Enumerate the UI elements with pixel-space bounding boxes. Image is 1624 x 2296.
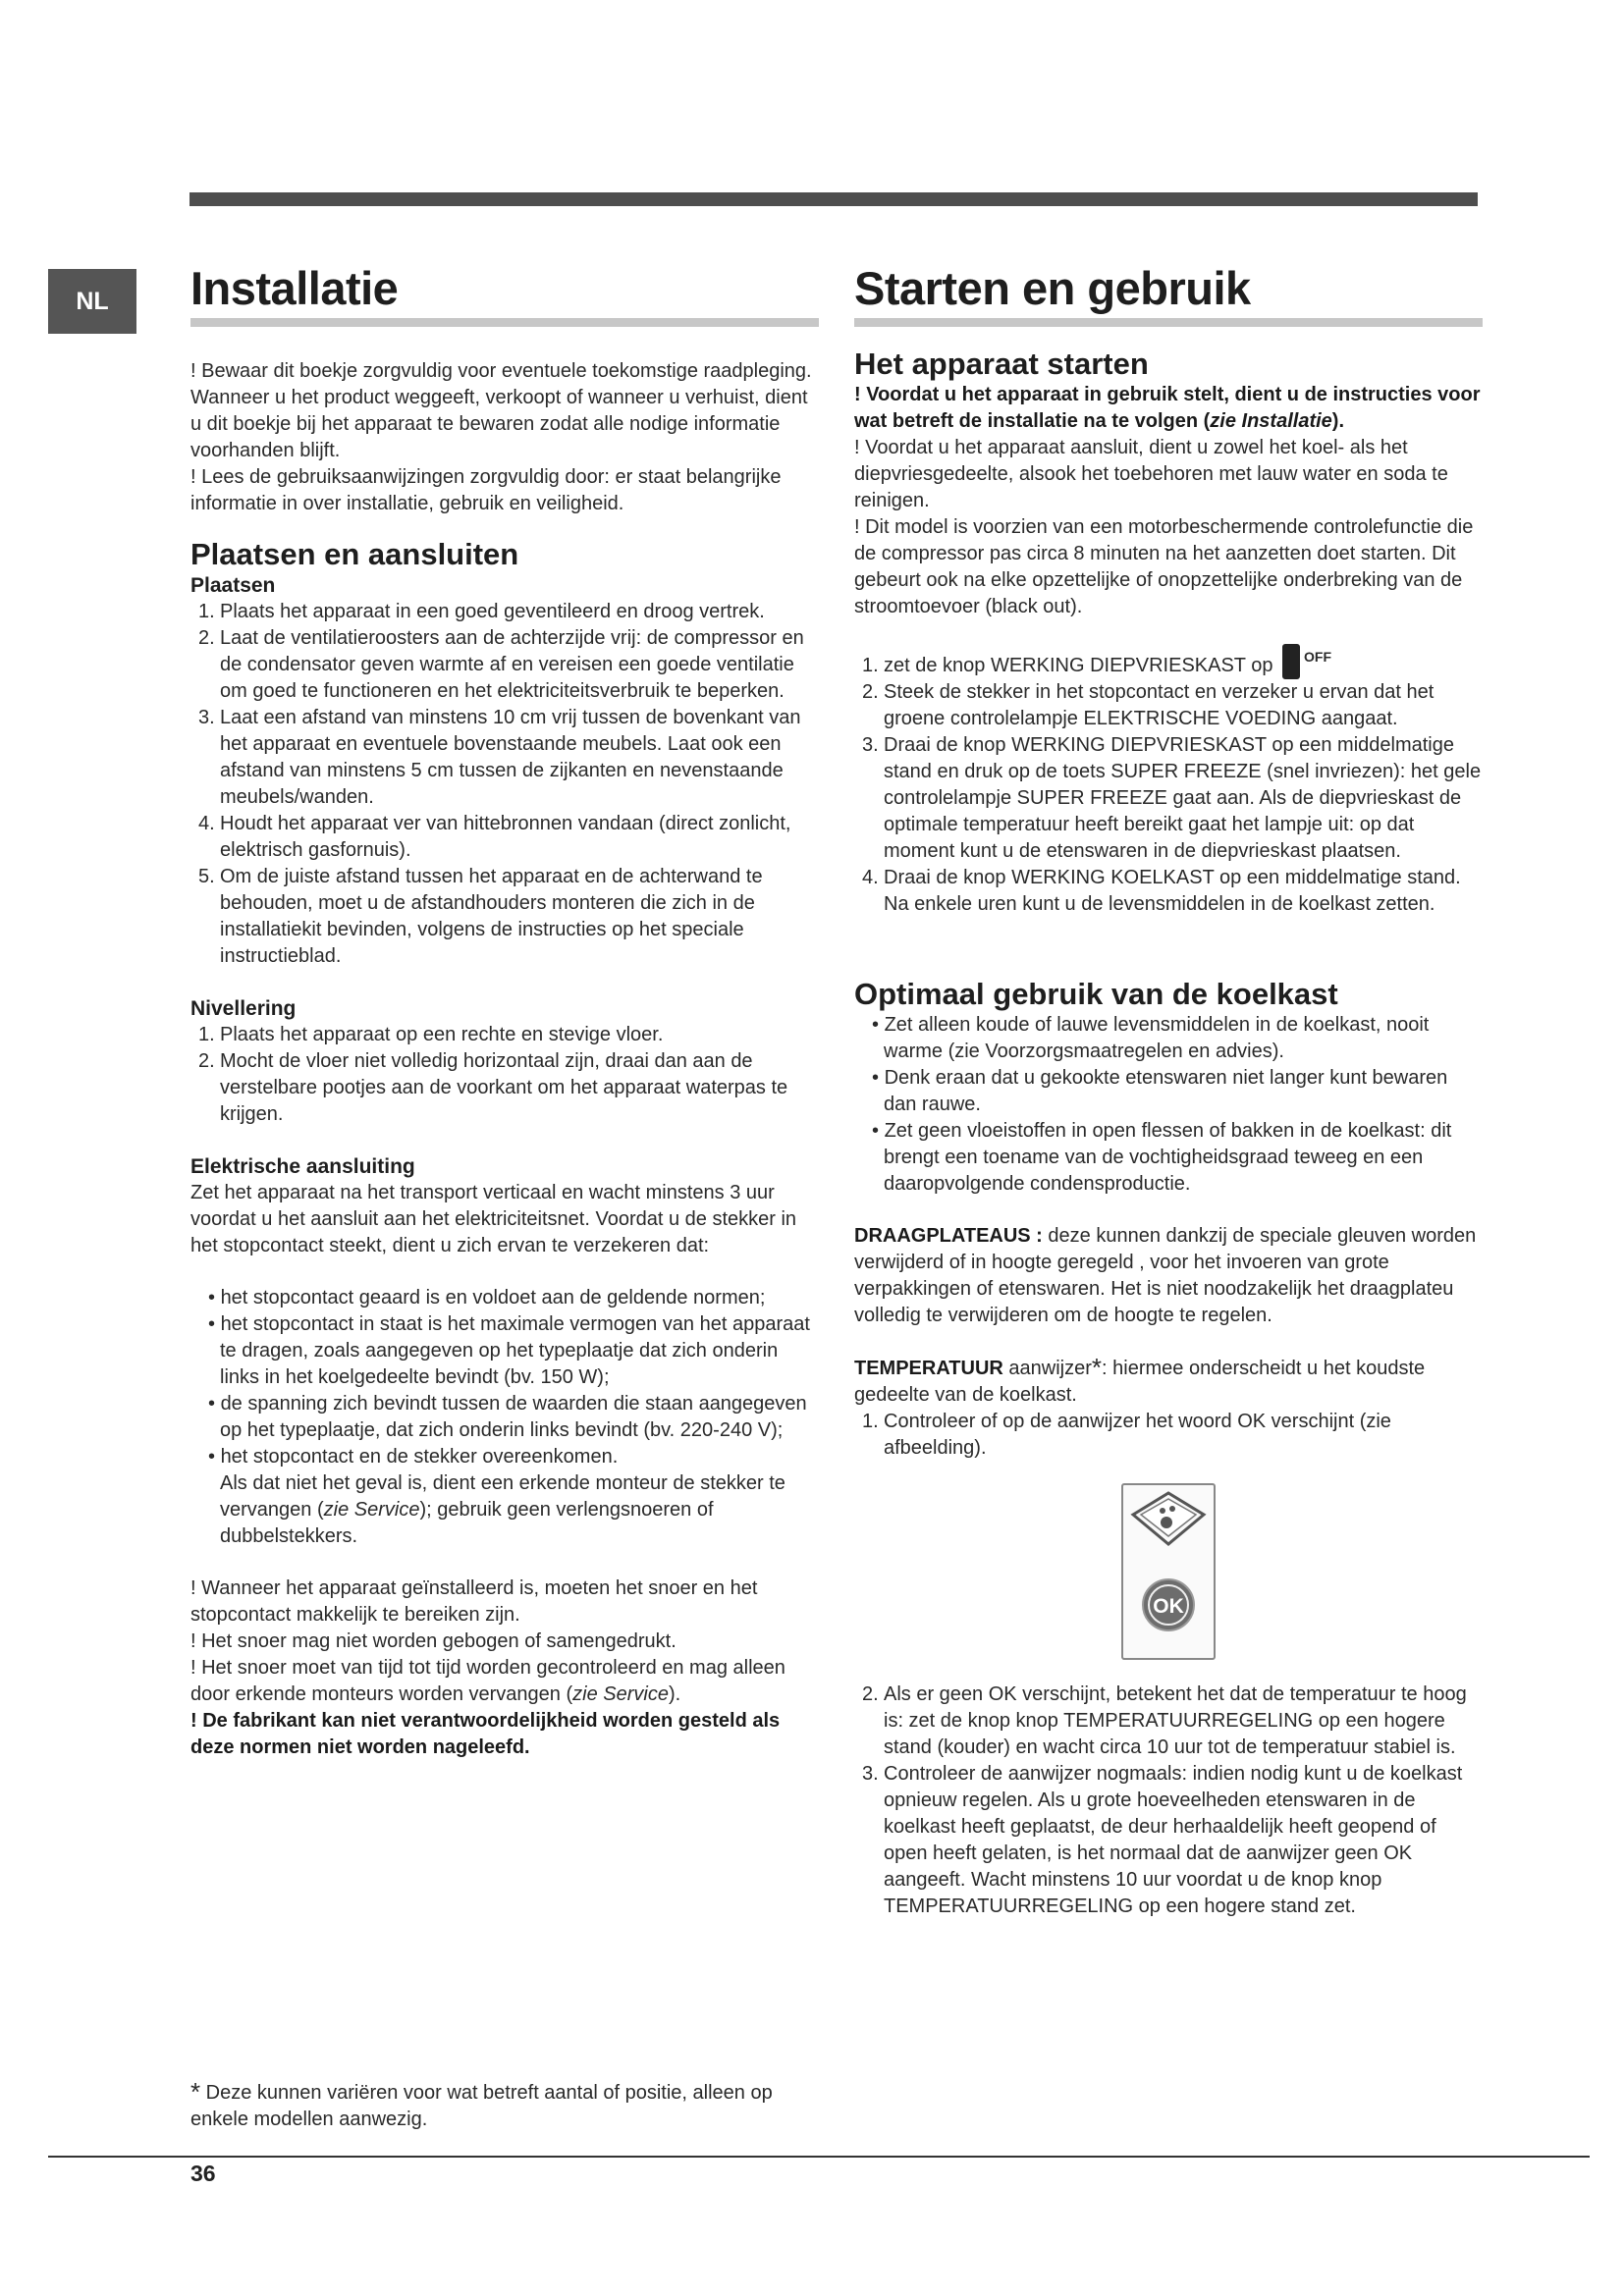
warning: ! Wanneer het apparaat geïnstalleerd is, moeten het snoer en het stopcontact makkelijk te bereiken zijn. xyxy=(190,1576,758,1626)
temperatuur-steps xyxy=(854,1682,1483,1920)
heading-apparaat-starten: Het apparaat starten xyxy=(854,346,1149,381)
elektrisch-extra: Als dat niet het geval is, dient een erkende monteur de stekker te vervangen (zie Service); gebruik geen verlengsnoeren of dubbelstekkers. xyxy=(220,1471,785,1547)
optimaal-bullets xyxy=(854,1012,1483,1198)
list-item: 3. Laat een afstand van minstens 10 cm vrij tussen de bovenkant van het apparaat en eventuele bovenstaande meubels. Laat ook een afstand van minstens 5 cm tussen de zijkanten en nevenstaande meubels/wanden. xyxy=(198,706,801,808)
language-tab xyxy=(48,269,136,334)
section-title-installatie: Installatie xyxy=(190,262,399,314)
list-item: 2. Mocht de vloer niet volledig horizontaal zijn, draai dan aan de verstelbare pootjes aan de voorkant om het apparaat waterpas te krijgen. xyxy=(198,1049,788,1125)
page-number: 36 xyxy=(190,2161,216,2186)
plaatsen-list xyxy=(190,599,819,970)
section-title-starten: Starten en gebruik xyxy=(854,262,1251,314)
list-item: 1. Controleer of op de aanwijzer het woord OK verschijnt (zie afbeelding). xyxy=(862,1410,1391,1459)
list-item: 2. Als er geen OK verschijnt, betekent het dat de temperatuur te hoog is: zet de knop knop TEMPERATUURREGELING op een hogere stand (kouder) en wacht circa 10 uur tot de temperatuur stabiel is. xyxy=(862,1682,1467,1758)
right-column xyxy=(854,263,1483,1920)
plaatsen-section xyxy=(190,537,819,970)
temperatuur-step1 xyxy=(854,1409,1483,1462)
starten-paragraph: ! Dit model is voorzien van een motorbeschermende controlefunctie die de compressor pas circa 8 minuten na het aanzetten doet starten. Dit gebeurt ook na elke opzettelijke of onopzettelijke onderbreking van de stroomtoevoer (black out). xyxy=(854,515,1474,617)
language-label: NL xyxy=(76,287,109,315)
off-label: OFF xyxy=(1304,648,1332,665)
nivellering-section xyxy=(190,995,819,1128)
subheading-nivellering: Nivellering xyxy=(190,996,297,1020)
left-column xyxy=(190,263,819,1761)
elektrisch-section xyxy=(190,1153,819,1550)
starten-bold-note: ! Voordat u het apparaat in gebruik stelt, dient u de instructies voor wat betreft de installatie na te volgen (zie Installatie). xyxy=(854,383,1481,432)
list-item: 2. Steek de stekker in het stopcontact en verzeker u ervan dat het groene controlelampje ELEKTRISCHE VOEDING aangaat. xyxy=(862,680,1435,729)
temperature-indicator-figure xyxy=(1121,1483,1216,1660)
warning: ! Het snoer mag niet worden gebogen of samengedrukt. xyxy=(190,1629,677,1652)
draagplateaus-paragraph: DRAAGPLATEAUS : deze kunnen dankzij de speciale gleuven worden verwijderd of in hoogte geregeld , voor het invoeren van grote verpakkingen of etenswaren. Het is niet noodzakelijk het draagplateu volledig te verwijderen om de hoogte te regelen. xyxy=(854,1224,1477,1326)
starten-section xyxy=(854,347,1483,918)
elektrisch-bullets xyxy=(190,1285,819,1470)
warning: ! Het snoer moet van tijd tot tijd worden gecontroleerd en mag alleen door erkende monteurs worden vervangen (zie Service). xyxy=(190,1656,785,1705)
intro-paragraph: ! Lees de gebruiksaanwijzingen zorgvuldig door: er staat belangrijke informatie in over installatie, gebruik en veiligheid. xyxy=(190,465,782,514)
elektrisch-intro: Zet het apparaat na het transport verticaal en wacht minstens 3 uur voordat u het aansluit aan het elektriciteitsnet. Voordat u de stekker in het stopcontact steekt, dient u zich ervan te verzekeren dat: xyxy=(190,1181,797,1256)
intro-paragraph: ! Bewaar dit boekje zorgvuldig voor eventuele toekomstige raadpleging. Wanneer u het product weggeeft, verkoopt of wanneer u verhuist, dient u dit boekje bij het apparaat te bewaren zodat alle nodige informatie voorhanden blijft. xyxy=(190,359,812,461)
list-item: 3. Draai de knop WERKING DIEPVRIESKAST op een middelmatige stand en druk op de toets SUPER FREEZE (snel invriezen): het gele controlelampje SUPER FREEZE gaat aan. Als de diepvrieskast de optimale temperatuur heeft bereikt gaat het lampje uit: op dat moment kunt u de etenswaren in de diepvrieskast plaatsen. xyxy=(862,733,1482,862)
footer-rule xyxy=(48,2156,1590,2158)
list-item: 1. zet de knop WERKING DIEPVRIESKAST op $^{OFF}$ xyxy=(854,644,1483,679)
intro-block xyxy=(190,358,819,517)
list-item: • Zet geen vloeistoffen in open flessen of bakken in de koelkast: dit brengt een toename van de vochtigheidsgraad teweeg en een daaropvolgende condensproductie. xyxy=(872,1119,1452,1195)
warning-bold: ! De fabrikant kan niet verantwoordelijkheid worden gesteld als deze normen niet worden nageleefd. xyxy=(190,1709,781,1758)
warnings-block xyxy=(190,1575,819,1761)
heading-plaatsen-aansluiten: Plaatsen en aansluiten xyxy=(190,536,519,571)
nivellering-list xyxy=(190,1022,819,1128)
list-item: 1. Plaats het apparaat op een rechte en stevige vloer. xyxy=(198,1023,664,1045)
list-item: 2. Laat de ventilatieroosters aan de achterzijde vrij: de compressor en de condensator geven warmte af en vereisen een goede ventilatie om goed te functioneren en het elektriciteitsverbruik te beperken. xyxy=(198,626,804,702)
ok-label: OK xyxy=(1153,1594,1184,1618)
top-bar xyxy=(189,192,1478,206)
list-item: • Zet alleen koude of lauwe levensmiddelen in de koelkast, nooit warme (zie Voorzorgsmaatregelen en advies). xyxy=(872,1013,1430,1062)
optimaal-section xyxy=(854,977,1483,1198)
list-item: • de spanning zich bevindt tussen de waarden die staan aangegeven op het typeplaatje, dat zich onderin links bevindt (bv. 220-240 V); xyxy=(208,1392,807,1441)
list-item: 4. Houdt het apparaat ver van hittebronnen vandaan (direct zonlicht, elektrisch gasfornuis). xyxy=(198,812,791,861)
footnote: * Deze kunnen variëren voor wat betreft aantal of positie, alleen op enkele modellen aanwezig. xyxy=(190,2077,773,2130)
subheading-plaatsen: Plaatsen xyxy=(190,573,276,597)
subheading-elektrische-aansluiting: Elektrische aansluiting xyxy=(190,1154,415,1178)
section-rule xyxy=(854,318,1483,327)
list-item: 3. Controleer de aanwijzer nogmaals: indien nodig kunt u de koelkast opnieuw regelen. Als u grote hoeveelheden etenswaren in de koelkast heeft geplaatst, de deur herhaaldelijk heeft geopend of open heeft gelaten, is het normaal dat de aanwijzer geen OK aangeeft. Wacht minstens 10 uur voordat u de knop knop TEMPERATUURREGELING op een hogere stand zet. xyxy=(862,1762,1463,1917)
starten-steps xyxy=(854,644,1483,918)
list-item: 5. Om de juiste afstand tussen het apparaat en de achterwand te behouden, moet u de afstandhouders monteren die zich in de installatiekit bevinden, volgens de instructies op het speciale instructieblad. xyxy=(198,865,763,967)
knob-icon xyxy=(1282,644,1300,679)
temperatuur-paragraph: TEMPERATUUR aanwijzer*: hiermee onderscheidt u het koudste gedeelte van de koelkast. xyxy=(854,1352,1426,1406)
section-rule xyxy=(190,318,819,327)
list-item: • het stopcontact geaard is en voldoet aan de geldende normen; xyxy=(208,1286,766,1308)
heading-optimaal-gebruik: Optimaal gebruik van de koelkast xyxy=(854,976,1338,1011)
list-item: 4. Draai de knop WERKING KOELKAST op een middelmatige stand. Na enkele uren kunt u de levensmiddelen in de koelkast zetten. xyxy=(862,866,1461,915)
link-zie-service: zie Service xyxy=(323,1498,420,1521)
starten-paragraph: ! Voordat u het apparaat aansluit, dient u zowel het koel- als het diepvriesgedeelte, alsook het toebehoren met lauw water en soda te reinigen. xyxy=(854,436,1448,511)
list-item: • het stopcontact in staat is het maximale vermogen van het apparaat te dragen, zoals aangegeven op het typeplaatje dat zich onderin links in het koelgedeelte bevindt (bv. 150 W); xyxy=(208,1312,810,1388)
list-item: • het stopcontact en de stekker overeenkomen. xyxy=(208,1445,619,1468)
list-item: • Denk eraan dat u gekookte etenswaren niet langer kunt bewaren dan rauwe. xyxy=(872,1066,1448,1115)
indicator-illustration xyxy=(1123,1485,1214,1658)
list-item: 1. Plaats het apparaat in een goed geventileerd en droog vertrek. xyxy=(198,600,765,622)
